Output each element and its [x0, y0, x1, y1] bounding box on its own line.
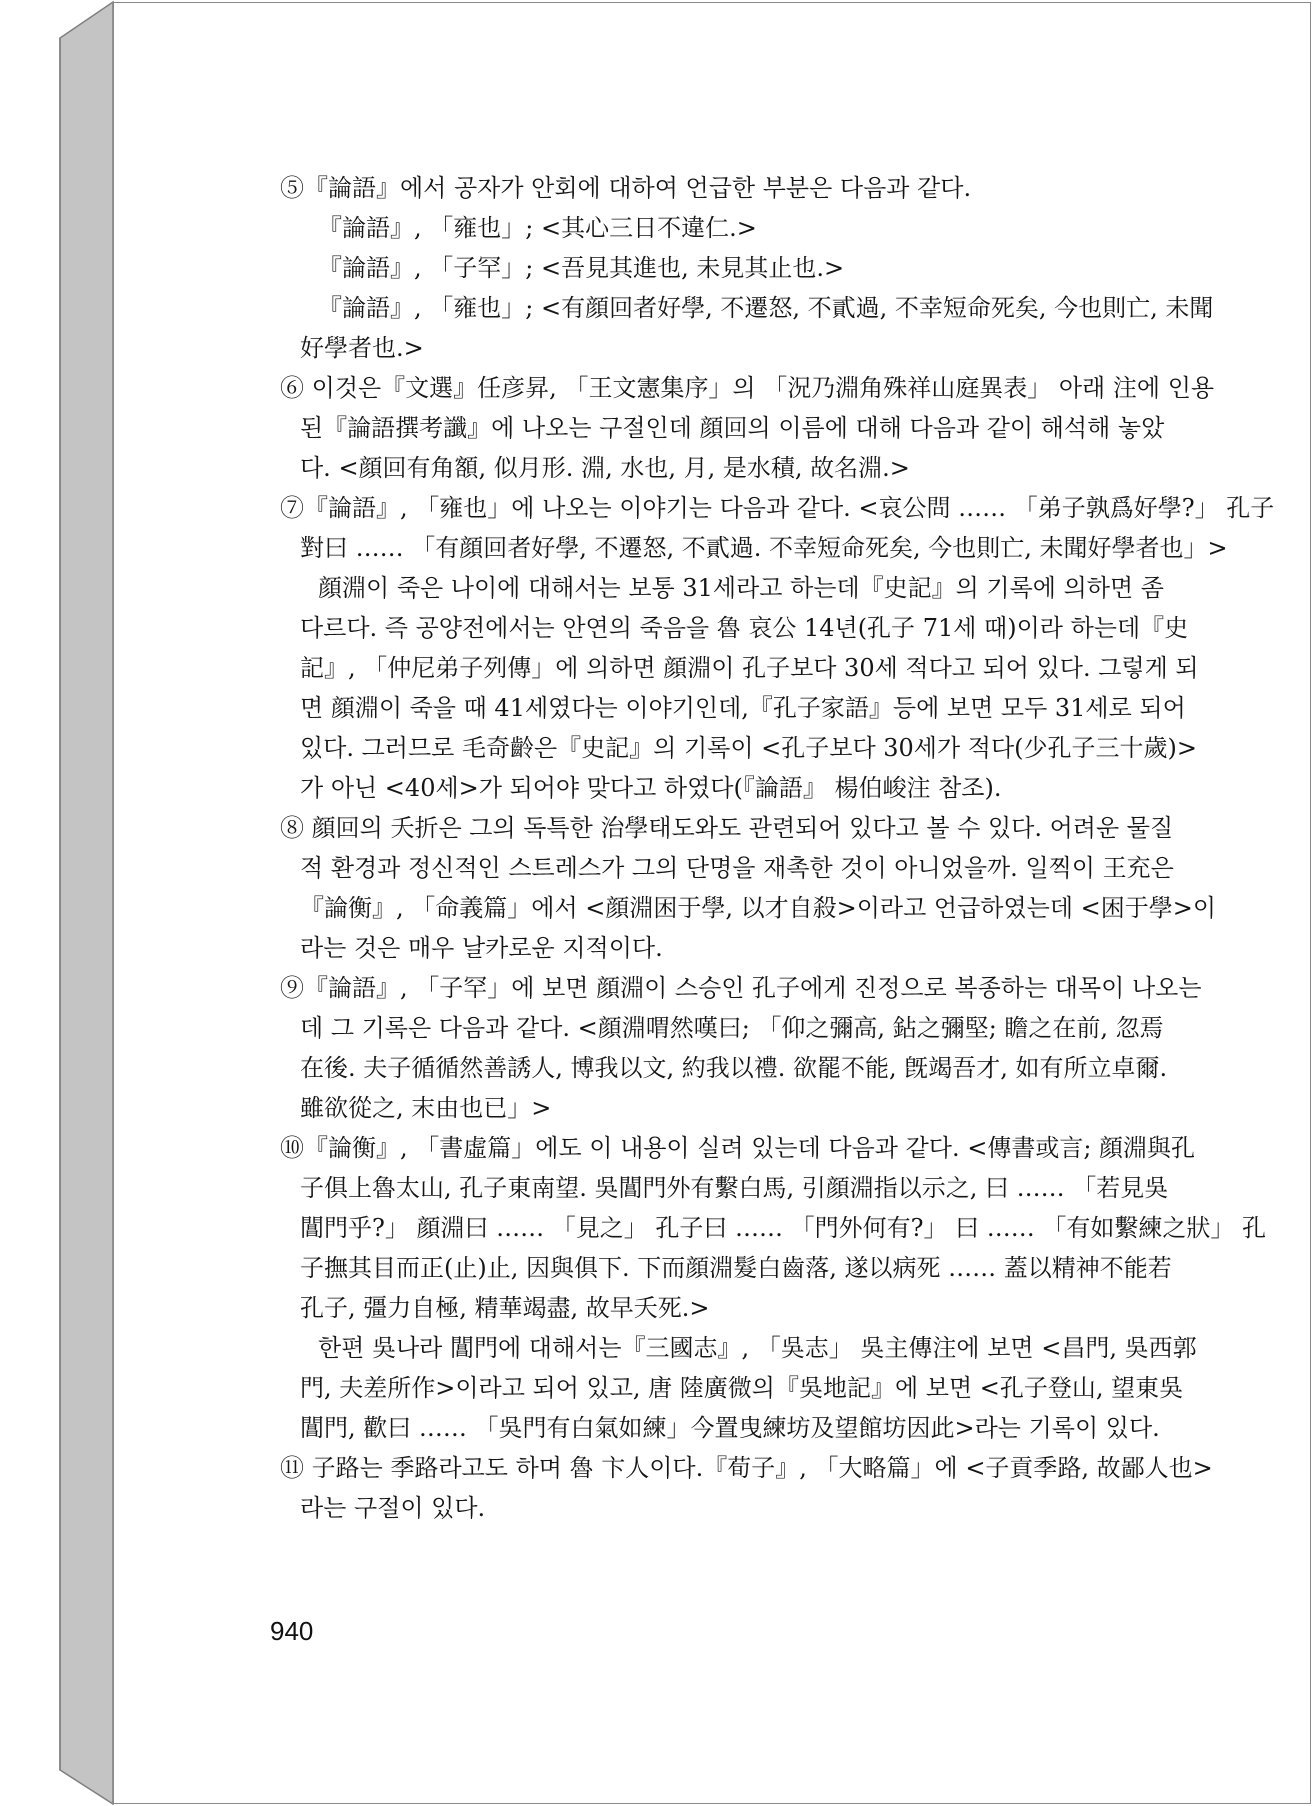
footnote-line: ⑦『論語』, 「雍也」에 나오는 이야기는 다음과 같다. <哀公問 …… 「弟子孰爲好學?」 孔子 [280, 494, 1275, 522]
footnote-7 [280, 488, 1275, 808]
footnote-line: ⑨『論語』, 「子罕」에 보면 顔淵이 스승인 孔子에게 진정으로 복종하는 대목이 나오는 [280, 974, 1202, 1002]
footnote-line: 子撫其目而正(止)止, 因與俱下. 下而顔淵髮白齒落, 遂以病死 …… 蓋以精神不能若 [300, 1254, 1172, 1282]
footnote-line: 적 환경과 정신적인 스트레스가 그의 단명을 재촉한 것이 아니었을까. 일찍이 王充은 [300, 854, 1174, 882]
footnote-line: 雖欲從之, 末由也已」> [300, 1094, 552, 1122]
footnote-line: 『論語』, 「雍也」; <其心三日不違仁.> [318, 214, 757, 242]
footnote-line: 子俱上魯太山, 孔子東南望. 吳閶門外有繫白馬, 引顔淵指以示之, 曰 …… 「若見吳 [300, 1174, 1169, 1202]
footnote-line: 『論語』, 「雍也」; <有顔回者好學, 不遷怒, 不貳過, 不幸短命死矣, 今也則亡, 未聞 [318, 294, 1214, 322]
footnote-line: 라는 구절이 있다. [300, 1494, 486, 1522]
footnote-line: ⑩『論衡』, 「書虛篇」에도 이 내용이 실려 있는데 다음과 같다. <傳書或言; 顔淵與孔 [280, 1134, 1196, 1162]
footnote-line: 顔淵이 죽은 나이에 대해서는 보통 31세라고 하는데『史記』의 기록에 의하면 좀 [318, 574, 1164, 602]
footnotes-text-block [280, 168, 1275, 1528]
footnote-line: 가 아닌 <40세>가 되어야 맞다고 하였다(『論語』 楊伯峻注 참조). [300, 774, 1002, 802]
footnote-line: ⑤『論語』에서 공자가 안회에 대하여 언급한 부분은 다음과 같다. [280, 174, 972, 202]
footnote-line: ⑧ 顔回의 夭折은 그의 독특한 治學태도와도 관련되어 있다고 볼 수 있다. 어려운 물질 [280, 814, 1174, 842]
footnote-line: 門, 夫差所作>이라고 되어 있고, 唐 陸廣微의『吳地記』에 보면 <孔子登山, 望東吳 [300, 1374, 1184, 1402]
footnote-line: 對曰 …… 「有顔回者好學, 不遷怒, 不貳過. 不幸短命死矣, 今也則亡, 未聞好學者也」> [300, 534, 1228, 562]
footnote-line: 있다. 그러므로 毛奇齡은『史記』의 기록이 <孔子보다 30세가 적다(少孔子三十歲)> [300, 734, 1198, 762]
footnote-line: 한편 吳나라 閶門에 대해서는『三國志』, 「吳志」 吳主傳注에 보면 <昌門, 吳西郭 [318, 1334, 1197, 1362]
footnote-line: 『論衡』, 「命義篇」에서 <顔淵困于學, 以才自殺>이라고 언급하였는데 <困于學>이 [300, 894, 1217, 922]
footnote-line: 라는 것은 매우 날카로운 지적이다. [300, 934, 663, 962]
footnote-10 [280, 1128, 1267, 1448]
footnote-line: 『論語』, 「子罕」; <吾見其進也, 未見其止也.> [318, 254, 845, 282]
footnote-line: 閶門, 歡曰 …… 「吳門有白氣如練」今置曳練坊及望館坊因此>라는 기록이 있다. [300, 1414, 1160, 1442]
footnote-line: ⑥ 이것은『文選』任彦昇, 「王文憲集序」의 「況乃淵角殊祥山庭異表」 아래 注에 인용 [280, 374, 1215, 402]
footnote-11 [280, 1448, 1213, 1528]
footnote-line: ⑪ 子路는 季路라고도 하며 魯 卞人이다.『荀子』, 「大略篇」에 <子貢季路, 故鄙人也> [280, 1454, 1213, 1482]
footnote-5 [280, 168, 1214, 368]
footnote-line: 다. <顔回有角額, 似月形. 淵, 水也, 月, 是水積, 故名淵.> [300, 454, 910, 482]
footnote-line: 孔子, 彊力自極, 精華竭盡, 故早夭死.> [300, 1294, 710, 1322]
footnote-line: 記』, 「仲尼弟子列傳」에 의하면 顔淵이 孔子보다 30세 적다고 되어 있다. 그렇게 되 [300, 654, 1199, 682]
footnote-6 [280, 368, 1215, 488]
footnote-9 [280, 968, 1202, 1128]
footnote-line: 在後. 夫子循循然善誘人, 博我以文, 約我以禮. 欲罷不能, 旣竭吾才, 如有所立卓爾. [300, 1054, 1168, 1082]
footnote-8 [280, 808, 1217, 968]
footnote-line: 閶門乎?」 顔淵曰 …… 「見之」 孔子曰 …… 「門外何有?」 曰 …… 「有如繫練之狀」 孔 [300, 1214, 1267, 1242]
footnote-line: 데 그 기록은 다음과 같다. <顔淵喟然嘆曰; 「仰之彌高, 鉆之彌堅; 瞻之在前, 忽焉 [300, 1014, 1164, 1042]
footnote-line: 好學者也.> [300, 334, 424, 362]
footnote-line: 다르다. 즉 공양전에서는 안연의 죽음을 魯 哀公 14년(孔子 71세 때)이라 하는데『史 [300, 614, 1189, 642]
page-number: 940 [270, 1616, 314, 1646]
footnote-line: 된『論語撰考讖』에 나오는 구절인데 顔回의 이름에 대해 다음과 같이 해석해 놓았 [300, 414, 1165, 442]
footnote-line: 면 顔淵이 죽을 때 41세였다는 이야기인데,『孔子家語』등에 보면 모두 31세로 되어 [300, 694, 1186, 722]
